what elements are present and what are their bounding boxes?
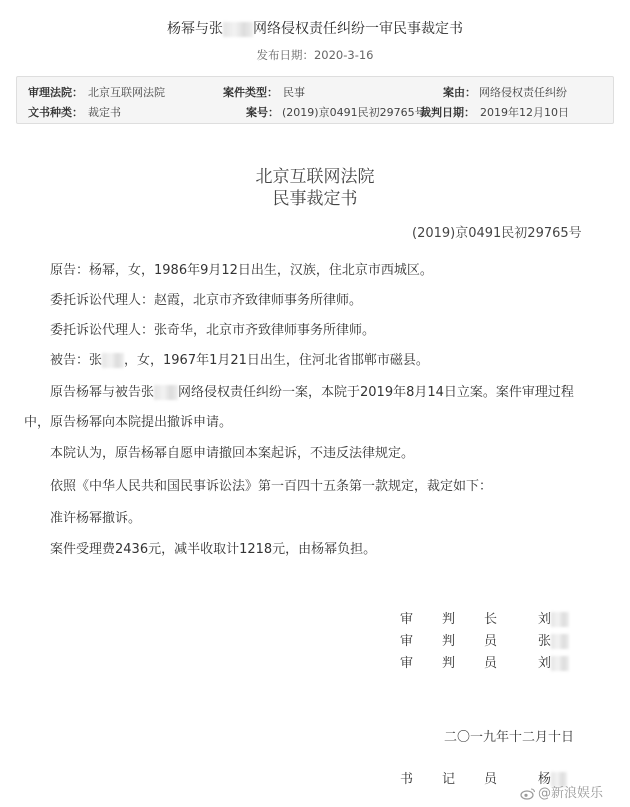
- basis-line: 依照《中华人民共和国民事诉讼法》第一百四十五条第一款规定，裁定如下：: [50, 479, 493, 494]
- chief-judge-name: 刘: [538, 608, 569, 627]
- decision-title: 民事裁定书: [272, 189, 358, 209]
- sig-char: 书: [400, 772, 414, 787]
- plaintiff-line: 原告：杨幂，女，1986年9月12日出生，汉族，住北京市西城区。: [50, 263, 433, 278]
- case-line-2: 中，原告杨幂向本院提出撤诉申请。: [24, 415, 233, 430]
- case-line-1-prefix: 原告杨幂与被告张: [50, 385, 155, 400]
- opinion-line: 本院认为，原告杨幂自愿申请撤回本案起诉，不违反法律规定。: [50, 446, 415, 461]
- court-name: 北京互联网法院: [255, 167, 375, 187]
- ruling-date-label: 裁判日期：: [420, 106, 475, 119]
- case-type-label: 案件类型：: [223, 86, 278, 99]
- title-suffix: 网络侵权责任纠纷一审民事裁定书: [253, 21, 463, 37]
- redacted-name: [551, 634, 569, 649]
- sig-char: 判: [442, 612, 456, 627]
- watermark-text: @新浪娱乐: [538, 786, 604, 801]
- sig-char: 判: [442, 656, 456, 671]
- judge-1-name: 张: [538, 630, 569, 649]
- cause-value: 网络侵权责任纠纷: [479, 86, 567, 99]
- weibo-watermark: [520, 782, 603, 801]
- sig-char: 审: [400, 612, 414, 627]
- defendant-suffix: ，女，1967年1月21日出生，住河北省邯郸市磁县。: [124, 353, 429, 368]
- meta-row-1: [17, 84, 613, 102]
- case-no-label: 案号：: [246, 106, 279, 119]
- sig-char: 审: [400, 656, 414, 671]
- sig-char: 长: [484, 612, 498, 627]
- sig-char: 判: [442, 634, 456, 649]
- sig-char: 员: [484, 656, 498, 671]
- doc-type-value: 裁定书: [88, 106, 121, 119]
- case-line-1-suffix: 网络侵权责任纠纷一案，本院于2019年8月14日立案。案件审理过程: [178, 385, 574, 400]
- judge-2-name: 刘: [538, 652, 569, 671]
- ruling-date: 二〇一九年十二月十日: [444, 730, 575, 745]
- redacted-name: [223, 22, 253, 37]
- court-label: 审理法院：: [28, 86, 83, 99]
- document-header-title: [0, 18, 630, 38]
- meta-row-2: [17, 104, 613, 122]
- redacted-name: [551, 656, 569, 671]
- case-type-value: 民事: [283, 86, 305, 99]
- agent-line-1: 委托诉讼代理人：赵霞，北京市齐致律师事务所律师。: [50, 293, 363, 308]
- defendant-prefix: 被告：张: [50, 353, 103, 368]
- case-line-1: [50, 381, 574, 400]
- sig-char: 员: [484, 772, 498, 787]
- defendant-line: [50, 349, 429, 368]
- doc-type-label: 文书种类：: [28, 106, 83, 119]
- court-value: 北京互联网法院: [88, 86, 165, 99]
- sig-char: 员: [484, 634, 498, 649]
- sig-char: 记: [442, 772, 456, 787]
- ruling-line: 准许杨幂撤诉。: [50, 511, 142, 526]
- weibo-logo-icon: [520, 787, 536, 800]
- redacted-name: [551, 612, 569, 627]
- case-number: (2019)京0491民初29765号: [412, 226, 582, 241]
- sig-char: 审: [400, 634, 414, 649]
- fee-line: 案件受理费2436元，减半收取计1218元，由杨幂负担。: [50, 542, 377, 557]
- case-no-value: (2019)京0491民初29765号: [282, 106, 426, 119]
- agent-line-2: 委托诉讼代理人：张奇华，北京市齐致律师事务所律师。: [50, 323, 376, 338]
- case-meta-panel: [16, 76, 614, 124]
- clerk-name: 杨: [538, 768, 567, 787]
- publish-date: 发布日期：2020-3-16: [256, 48, 374, 62]
- ruling-date-value: 2019年12月10日: [480, 106, 569, 119]
- cause-label: 案由：: [443, 86, 476, 99]
- title-prefix: 杨幂与张: [167, 21, 223, 37]
- redacted-name: [154, 385, 178, 400]
- redacted-name: [102, 353, 124, 368]
